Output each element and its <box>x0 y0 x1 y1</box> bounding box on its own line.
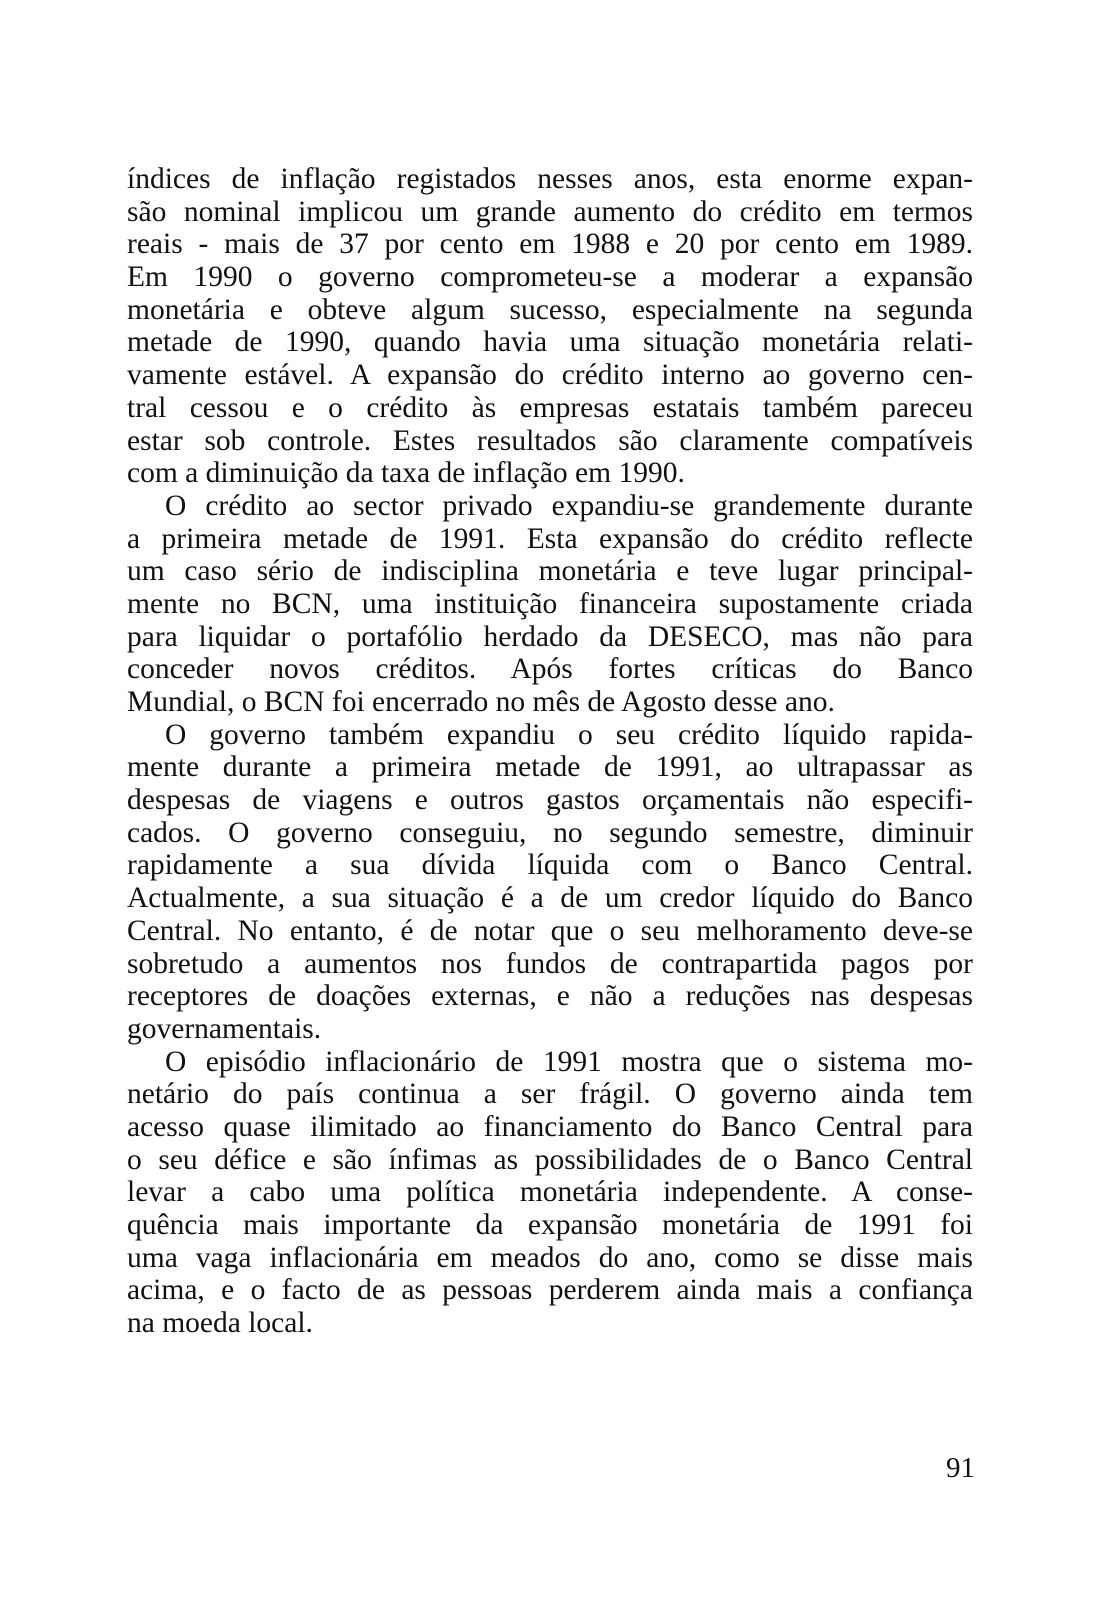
text-line: quência mais importante da expansão monetária de 1991 foi <box>127 1209 973 1241</box>
text-line: o seu défice e são ínfimas as possibilidades de o Banco Central <box>127 1143 973 1176</box>
text-line: receptores de doações externas, e não a reduções nas despesas <box>127 980 973 1013</box>
text-line: índices de inflação registados nesses anos, esta enorme expan- <box>127 163 973 195</box>
text-line: com a diminuição da taxa de inflação em 1990. <box>127 457 685 490</box>
text-line: netário do país continua a ser frágil. O governo ainda tem <box>127 1078 973 1111</box>
text-line: Actualmente, a sua situação é a de um credor líquido do Banco <box>127 882 973 915</box>
text-line: levar a cabo uma política monetária independente. A conse- <box>127 1176 973 1209</box>
body-text <box>127 163 973 1340</box>
text-line: sobretudo a aumentos nos fundos de contrapartida pagos por <box>127 947 973 980</box>
text-line: Central. No entanto, é de notar que o seu melhoramento deve-se <box>127 914 973 947</box>
text-line: a primeira metade de 1991. Esta expansão do crédito reflecte <box>127 522 973 555</box>
paragraph <box>127 719 973 1046</box>
text-line: O crédito ao sector privado expandiu-se grandemente durante <box>165 489 973 522</box>
text-line: um caso sério de indisciplina monetária e teve lugar principal- <box>127 555 973 588</box>
text-line: acima, e o facto de as pessoas perderem ainda mais a confiança <box>127 1274 973 1307</box>
text-line: rapidamente a sua dívida líquida com o Banco Central. <box>127 849 973 882</box>
text-line: estar sob controle. Estes resultados são claramente compatíveis <box>127 424 973 457</box>
page-number: 91 <box>946 1452 975 1484</box>
text-line: governamentais. <box>127 1012 322 1045</box>
text-line: mente durante a primeira metade de 1991, ao ultrapassar as <box>127 751 973 784</box>
text-line: uma vaga inflacionária em meados do ano, como se disse mais <box>127 1241 973 1274</box>
text-line: conceder novos créditos. Após fortes críticas do Banco <box>127 653 973 686</box>
text-line: cados. O governo conseguiu, no segundo semestre, diminuir <box>127 816 973 849</box>
text-line: mente no BCN, uma instituição financeira supostamente criada <box>127 587 973 620</box>
text-line: tral cessou e o crédito às empresas estatais também pareceu <box>127 391 973 424</box>
text-line: O episódio inflacionário de 1991 mostra que o sistema mo- <box>165 1045 973 1078</box>
text-line: Em 1990 o governo comprometeu-se a moderar a expansão <box>127 261 973 294</box>
text-line: metade de 1990, quando havia uma situação monetária relati- <box>127 326 973 359</box>
text-line: vamente estável. A expansão do crédito interno ao governo cen- <box>127 359 973 392</box>
paragraph <box>127 163 973 490</box>
text-line: monetária e obteve algum sucesso, especialmente na segunda <box>127 293 973 326</box>
text-line: despesas de viagens e outros gastos orçamentais não especifi- <box>127 784 973 817</box>
text-line: reais - mais de 37 por cento em 1988 e 20 por cento em 1989. <box>127 228 973 261</box>
text-line: são nominal implicou um grande aumento do crédito em termos <box>127 195 973 228</box>
paragraph <box>127 1046 973 1340</box>
text-line: na moeda local. <box>127 1307 313 1340</box>
text-line: O governo também expandiu o seu crédito líquido rapida- <box>165 718 973 751</box>
text-line: Mundial, o BCN foi encerrado no mês de Agosto desse ano. <box>127 686 835 718</box>
text-line: para liquidar o portafólio herdado da DESECO, mas não para <box>127 620 973 653</box>
paragraph <box>127 490 973 719</box>
text-line: acesso quase ilimitado ao financiamento do Banco Central para <box>127 1110 973 1143</box>
